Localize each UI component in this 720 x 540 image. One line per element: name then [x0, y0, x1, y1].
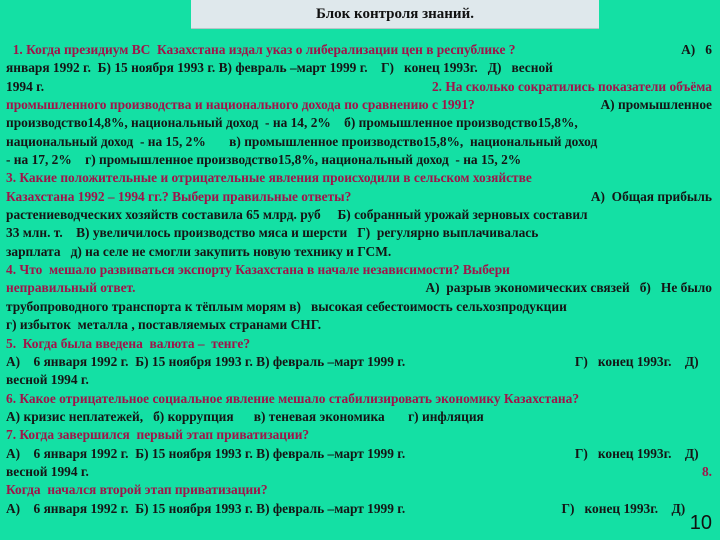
answer-text: производство14,8%, национальный доход - на 14, 2% б) промышленное производство15,8%,: [6, 115, 578, 131]
text-line: [6, 41, 712, 59]
text-line: [6, 408, 712, 426]
text-line: [6, 169, 712, 187]
answer-text: г) избыток металла , поставляемых странами СНГ.: [6, 317, 322, 333]
answer-text: А) 6: [674, 42, 712, 57]
question-text: 3. Какие положительные и отрицательные явления происходили в сельском хозяйстве: [6, 170, 532, 186]
answer-text: Г) конец 1993г. Д): [561, 500, 712, 516]
answer-text: А) разрыв экономических связей б) Не было: [425, 280, 712, 296]
text-line: [6, 151, 712, 169]
text-line: [6, 261, 712, 279]
text-line: [6, 481, 712, 499]
text-line: [6, 353, 712, 371]
text-line: [6, 188, 712, 206]
answer-text: Г) конец 1993г. Д): [574, 353, 712, 369]
text-line: [6, 114, 712, 132]
answer-text: А) промышленное: [600, 97, 712, 113]
answer-text: растениеводческих хозяйств составила 65 млрд. руб Б) собранный урожай зерновых составил: [6, 207, 588, 223]
answer-text: А) 6 января 1992 г. Б) 15 ноября 1993 г. В) февраль –март 1999 г.: [6, 353, 406, 369]
answer-text: весной 1994 г.: [6, 463, 89, 479]
question-text: Когда начался второй этап приватизации?: [6, 482, 268, 498]
text-line: [6, 224, 712, 242]
answer-text: 33 млн. т. В) увеличилось производство мяса и шерсти Г) регулярно выплачивалась: [6, 225, 539, 241]
text-line: [6, 445, 712, 463]
answer-text: А) Общая прибыль: [584, 188, 712, 204]
text-line: [6, 426, 712, 444]
question-text: 2. На сколько сократились показатели объёма: [431, 78, 712, 94]
question-text: 6. Какое отрицательное социальное явление мешало стабилизировать экономику Казахстана?: [6, 390, 580, 406]
question-text: промышленного производства и национального дохода по сравнению с 1991?: [6, 97, 479, 113]
text-line: [6, 96, 712, 114]
question-text: Казахстана 1992 – 1994 гг.? Выбери правильные ответы?: [6, 188, 352, 204]
text-line: [6, 390, 712, 408]
question-text: 4. Что мешало развиваться экспорту Казахстана в начале независимости? Выбери: [6, 262, 510, 278]
text-line: [6, 78, 712, 96]
text-line: [6, 243, 712, 261]
text-line: [6, 500, 712, 518]
answer-text: национальный доход - на 15, 2% в) промышленное производство15,8%, национальный доход: [6, 133, 598, 149]
question-text: 7. Когда завершился первый этап приватизации?: [6, 427, 310, 443]
text-line: [6, 206, 712, 224]
title-box: [191, 0, 599, 29]
answer-text: января 1992 г. Б) 15 ноября 1993 г. В) февраль –март 1999 г. Г) конец 1993г. Д) весной: [6, 60, 553, 76]
quiz-text: [6, 41, 712, 518]
text-line: [6, 298, 712, 316]
text-line: [6, 335, 712, 353]
answer-text: А) 6 января 1992 г. Б) 15 ноября 1993 г. В) февраль –март 1999 г.: [6, 445, 406, 461]
answer-text: А) кризис неплатежей, б) коррупция в) теневая экономика г) инфляция: [6, 408, 484, 424]
question-text: 5. Когда была введена валюта – тенге?: [6, 335, 251, 351]
question-text: 8.: [701, 463, 712, 479]
page-number: 10: [689, 512, 712, 534]
text-line: [6, 371, 712, 389]
answer-text: 1994 г.: [6, 78, 45, 94]
text-line: [6, 133, 712, 151]
answer-text: трубопроводного транспорта к тёплым морям в) высокая себестоимость сельхозпродукции: [6, 298, 567, 314]
answer-text: весной 1994 г.: [6, 372, 89, 388]
answer-text: Г) конец 1993г. Д): [574, 445, 712, 461]
text-line: [6, 279, 712, 297]
text-line: [6, 316, 712, 334]
text-line: [6, 59, 712, 77]
answer-text: зарплата д) на селе не смогли закупить новую технику и ГСМ.: [6, 243, 392, 259]
question-text: неправильный ответ.: [6, 280, 136, 296]
answer-text: - на 17, 2% г) промышленное производство15,8%, национальный доход - на 15, 2%: [6, 152, 522, 168]
text-line: [6, 463, 712, 481]
question-text: 1. Когда президиум ВС Казахстана издал указ о либерализации цен в республике ?: [6, 42, 516, 57]
page-title: Блок контроля знаний.: [316, 5, 474, 22]
answer-text: А) 6 января 1992 г. Б) 15 ноября 1993 г. В) февраль –март 1999 г.: [6, 500, 406, 516]
